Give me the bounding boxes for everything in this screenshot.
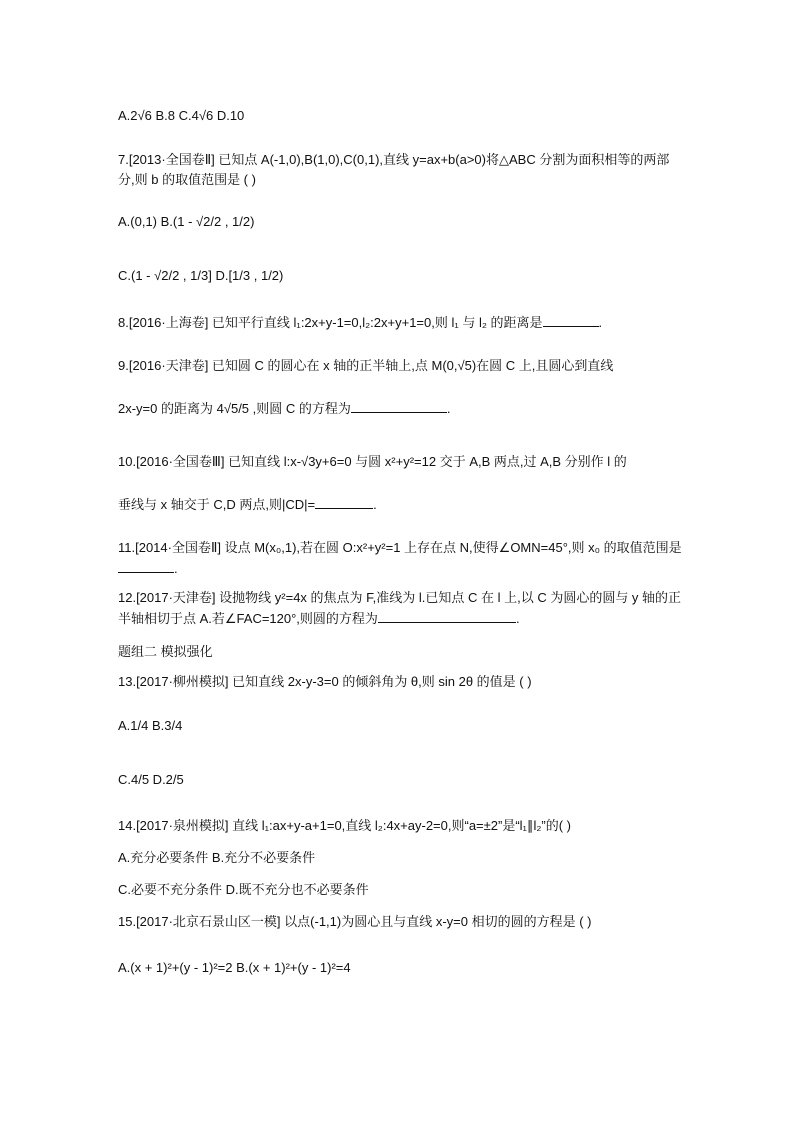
question-10-line1: 10.[2016·全国卷Ⅲ] 已知直线 l:x-√3y+6=0 与圆 x²+y²=12 交于 A,B 两点,过 A,B 分别作 l 的 bbox=[118, 454, 627, 469]
section-heading: 题组二 模拟强化 bbox=[118, 644, 213, 659]
answer-blank[interactable] bbox=[378, 608, 516, 623]
question-7: 7.[2013·全国卷Ⅱ] 已知点 A(-1,0),B(1,0),C(0,1),直线 y=ax+b(a>0)将△ABC 分割为面积相等的两部分,则 b 的取值范围是 ( ) bbox=[118, 152, 670, 187]
question-9-line2: 2x-y=0 的距离为 4√5/5 ,则圆 C 的方程为 . bbox=[118, 398, 684, 419]
question-14: 14.[2017·泉州模拟] 直线 l₁:ax+y-a+1=0,直线 l₂:4x+ay-2=0,则“a=±2”是“l₁∥l₂”的( ) bbox=[118, 818, 571, 833]
question-11: 11.[2014·全国卷Ⅱ] 设点 M(x₀,1),若在圆 O:x²+y²=1 上存在点 N,使得∠OMN=45°,则 x₀ 的取值范围是. bbox=[118, 540, 682, 576]
question-10-line2: 垂线与 x 轴交于 C,D 两点,则|CD|= . bbox=[118, 494, 684, 515]
answer-blank[interactable] bbox=[351, 398, 447, 413]
question-9-line1: 9.[2016·天津卷] 已知圆 C 的圆心在 x 轴的正半轴上,点 M(0,√5)在圆 C 上,且圆心到直线 bbox=[118, 358, 614, 373]
q14-options-ab: A.充分必要条件 B.充分不必要条件 bbox=[118, 850, 316, 865]
q13-options-cd: C.4/5 D.2/5 bbox=[118, 772, 184, 787]
q7-options-cd: C.(1 - √2/2 , 1/3] D.[1/3 , 1/2) bbox=[118, 268, 284, 283]
answer-blank[interactable] bbox=[118, 558, 174, 573]
q6-options: A.2√6 B.8 C.4√6 D.10 bbox=[118, 108, 245, 123]
q13-options-ab: A.1/4 B.3/4 bbox=[118, 718, 183, 733]
question-8: 8.[2016·上海卷] 已知平行直线 l₁:2x+y-1=0,l₂:2x+y+1=0,则 l₁ 与 l₂ 的距离是 . bbox=[118, 312, 684, 333]
answer-blank[interactable] bbox=[315, 494, 373, 509]
question-12: 12.[2017·天津卷] 设抛物线 y²=4x 的焦点为 F,准线为 l.已知点 C 在 l 上,以 C 为圆心的圆与 y 轴的正半轴相切于点 A.若∠FAC=120°,则圆的方程为 . bbox=[118, 590, 682, 626]
q15-options-ab: A.(x + 1)²+(y - 1)²=2 B.(x + 1)²+(y - 1)²=4 bbox=[118, 960, 351, 975]
question-13: 13.[2017·柳州模拟] 已知直线 2x-y-3=0 的倾斜角为 θ,则 sin 2θ 的值是 ( ) bbox=[118, 674, 532, 689]
q14-options-cd: C.必要不充分条件 D.既不充分也不必要条件 bbox=[118, 882, 369, 897]
question-15: 15.[2017·北京石景山区一模] 以点(-1,1)为圆心且与直线 x-y=0 相切的圆的方程是 ( ) bbox=[118, 914, 592, 929]
q7-options-ab: A.(0,1) B.(1 - √2/2 , 1/2) bbox=[118, 214, 255, 229]
answer-blank[interactable] bbox=[543, 312, 599, 327]
